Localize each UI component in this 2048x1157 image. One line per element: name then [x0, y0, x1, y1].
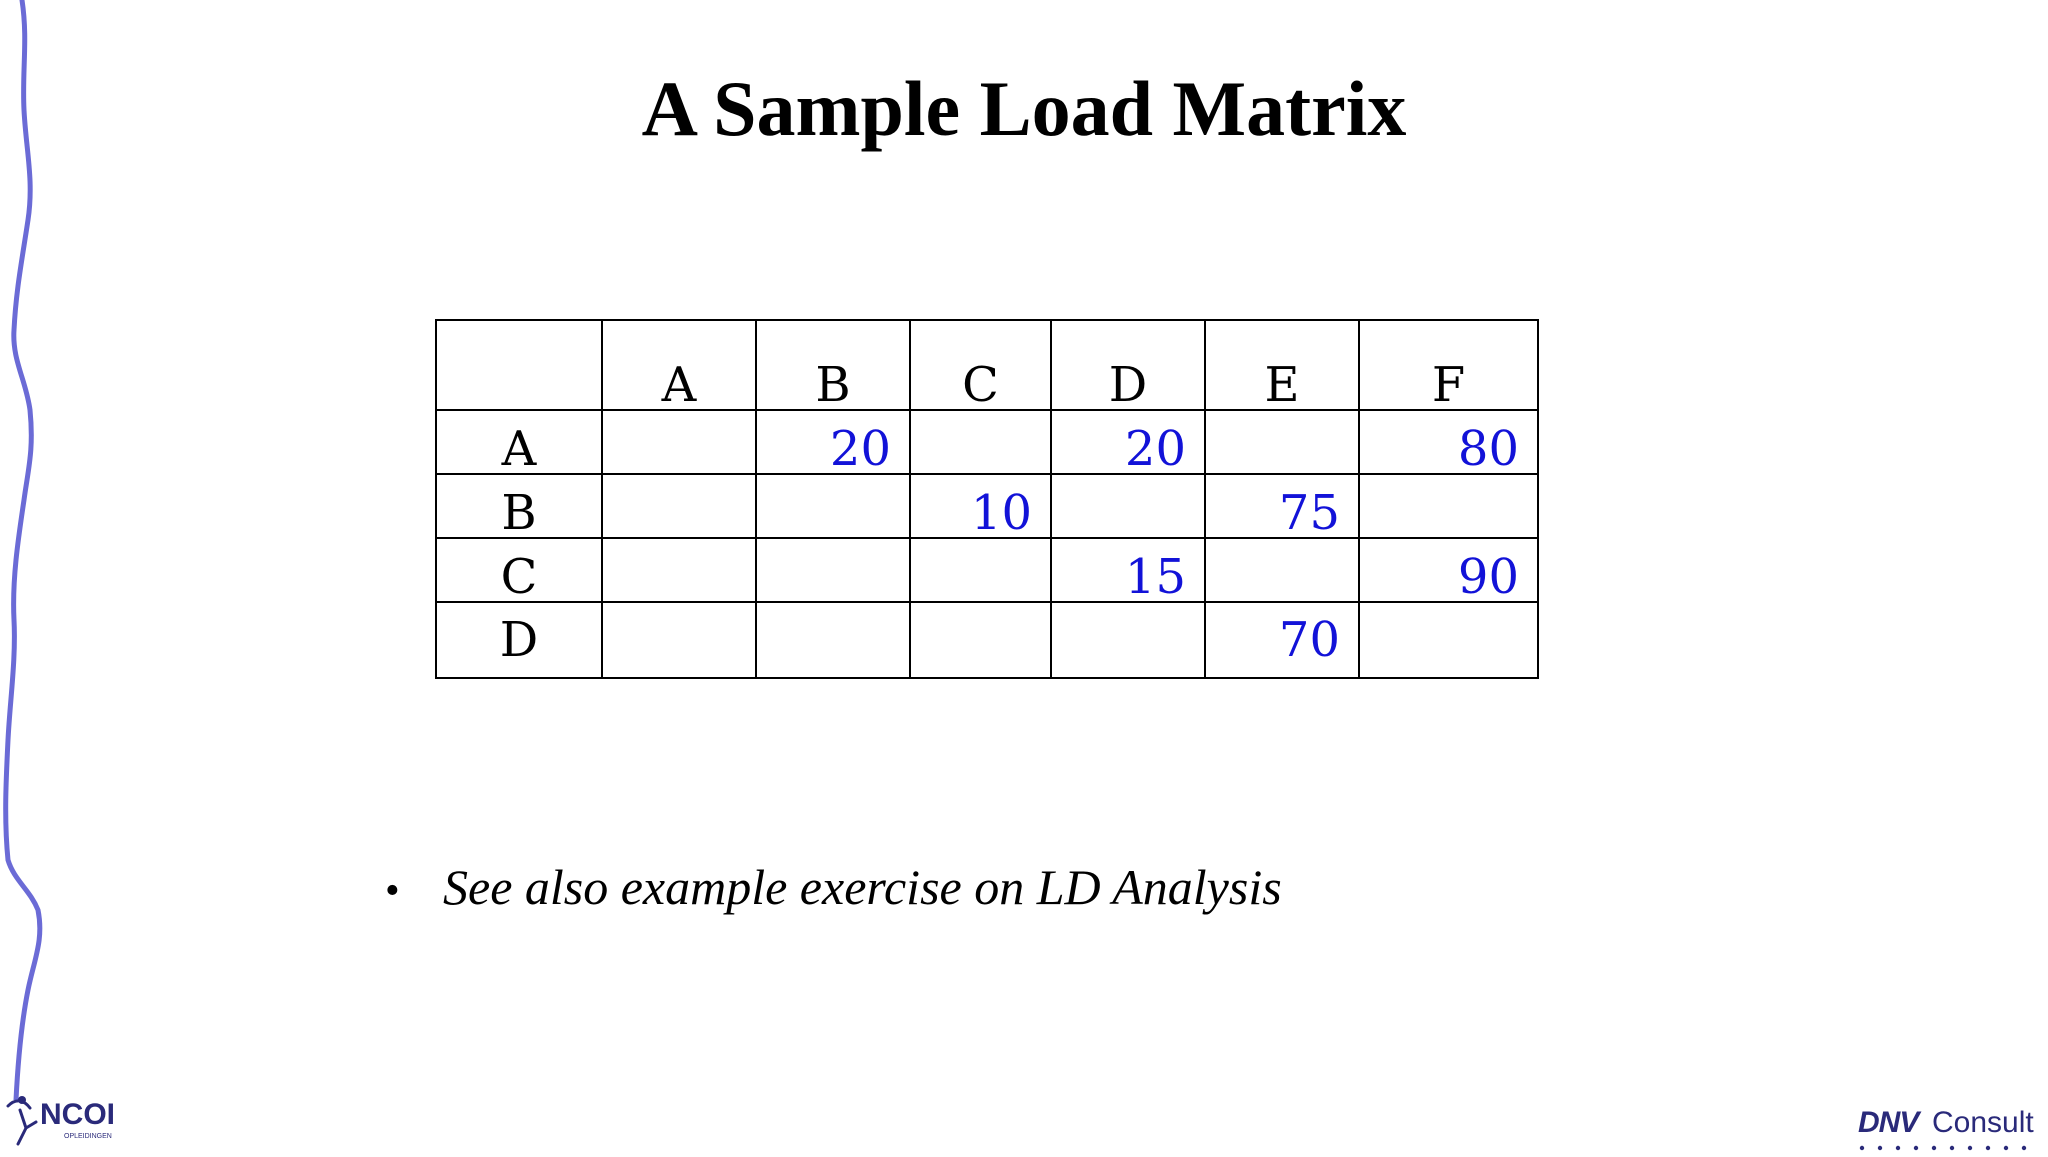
- row-header: A: [436, 410, 602, 474]
- table-cell: 10: [910, 474, 1051, 538]
- table-cell: [910, 538, 1051, 602]
- table-cell: 90: [1359, 538, 1538, 602]
- bullet-point-icon: •: [385, 868, 400, 914]
- decorative-wavy-line: [0, 0, 60, 1100]
- table-cell: 20: [1051, 410, 1205, 474]
- table-cell: [1205, 410, 1359, 474]
- table-cell: [1205, 538, 1359, 602]
- table-cell: [602, 410, 756, 474]
- table-cell: [1359, 474, 1538, 538]
- table-cell: [910, 602, 1051, 678]
- table-cell: 80: [1359, 410, 1538, 474]
- table-cell: [602, 538, 756, 602]
- table-cell: [602, 474, 756, 538]
- column-header: E: [1205, 320, 1359, 410]
- table-cell: [756, 602, 910, 678]
- table-header-row: [436, 320, 1538, 410]
- table-cell: [602, 602, 756, 678]
- table-row: [436, 538, 1538, 602]
- table-row: [436, 602, 1538, 678]
- corner-cell: [436, 320, 602, 410]
- column-header: A: [602, 320, 756, 410]
- row-header: D: [436, 602, 602, 678]
- load-matrix-table: [435, 319, 1539, 679]
- table-cell: [756, 474, 910, 538]
- row-header: C: [436, 538, 602, 602]
- table-cell: 70: [1205, 602, 1359, 678]
- dnv-logo-mark: DNV: [1858, 1106, 1919, 1139]
- table-row: [436, 410, 1538, 474]
- table-cell: [1051, 474, 1205, 538]
- table-cell: [756, 538, 910, 602]
- ncoi-logo-subtext: OPLEIDINGEN: [64, 1133, 112, 1140]
- table-cell: [1359, 602, 1538, 678]
- row-header: B: [436, 474, 602, 538]
- table-cell: [910, 410, 1051, 474]
- dnv-logo-text: Consult: [1932, 1106, 2034, 1139]
- table-row: [436, 474, 1538, 538]
- dnv-consult-logo: [1858, 1100, 2048, 1152]
- bullet-item: [385, 858, 1282, 916]
- table-cell: 20: [756, 410, 910, 474]
- column-header: C: [910, 320, 1051, 410]
- dotted-underline-icon: [1858, 1144, 2048, 1152]
- slide-title: A Sample Load Matrix: [641, 65, 1407, 152]
- bullet-text: See also example exercise on LD Analysis: [443, 859, 1282, 915]
- column-header: B: [756, 320, 910, 410]
- column-header: F: [1359, 320, 1538, 410]
- table-cell: [1051, 602, 1205, 678]
- ncoi-logo-text: NCOI: [40, 1098, 115, 1131]
- ncoi-logo: [2, 1082, 132, 1152]
- column-header: D: [1051, 320, 1205, 410]
- table-cell: 75: [1205, 474, 1359, 538]
- table-cell: 15: [1051, 538, 1205, 602]
